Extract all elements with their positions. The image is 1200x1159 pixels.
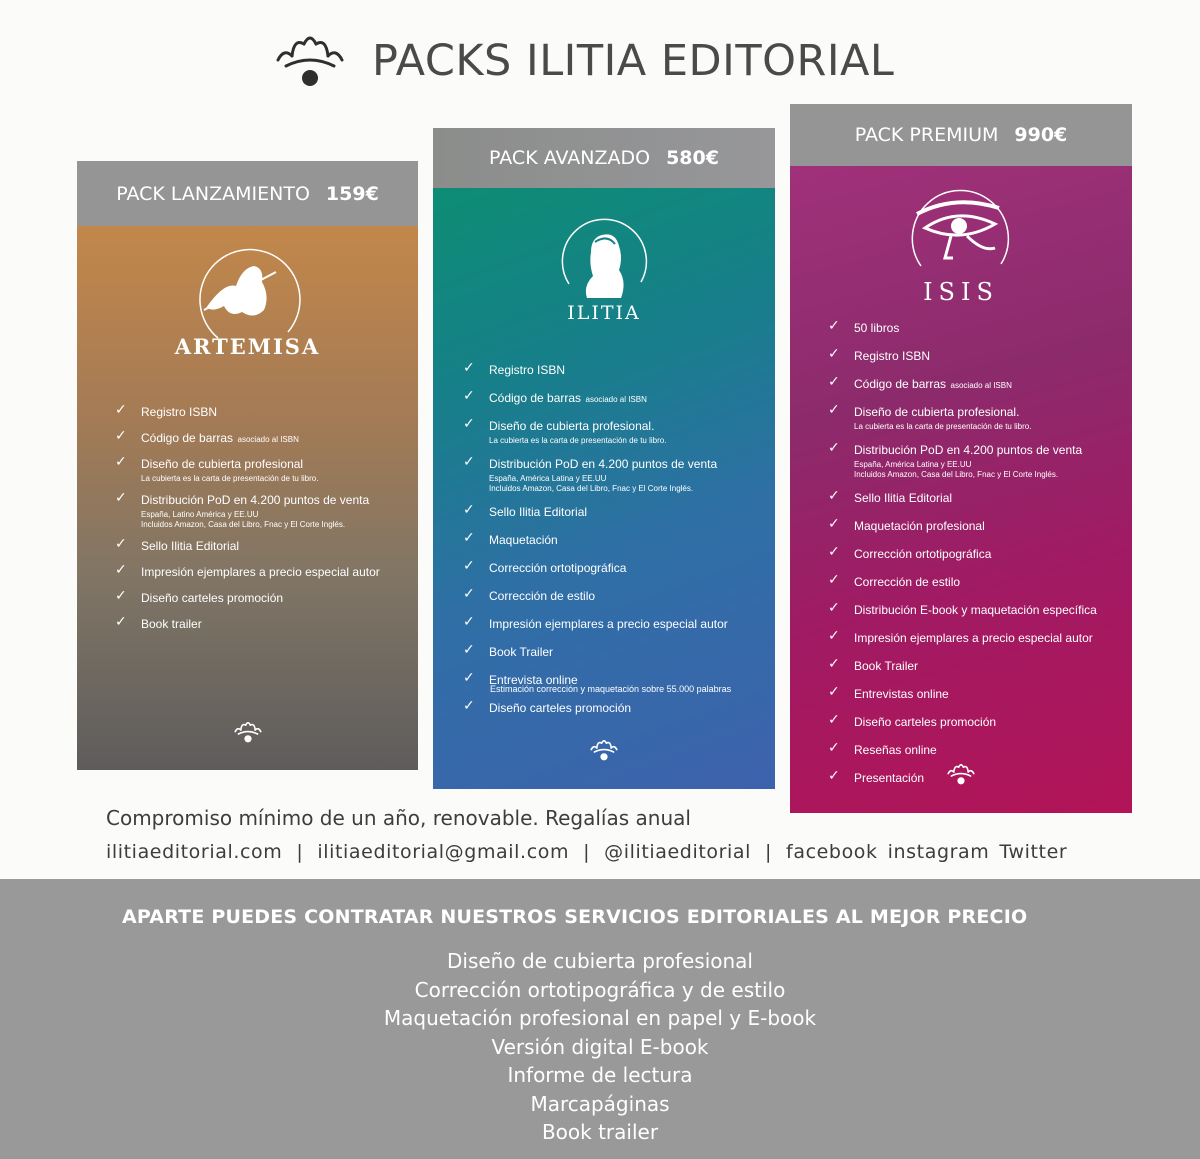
feature-detail: La cubierta es la carta de presentación de tu libro. [854, 422, 1032, 431]
pack-body [77, 226, 418, 770]
shell-pearl-icon [587, 736, 621, 764]
checkmark-icon: ✓ [463, 697, 475, 713]
feature-item [463, 454, 763, 494]
feature-text: Distribución PoD en 4.200 puntos de venta [141, 493, 370, 507]
feature-item [115, 588, 410, 608]
service-item: Informe de lectura [507, 1063, 693, 1087]
feature-text: Registro ISBN [141, 405, 218, 419]
feature-text: Registro ISBN [854, 349, 931, 363]
service-item: Diseño de cubierta profesional [447, 949, 753, 973]
separator: | [765, 841, 773, 863]
checkmark-icon: ✓ [828, 345, 840, 361]
checkmark-icon: ✓ [828, 627, 840, 643]
pack-avanzado-card [433, 128, 775, 789]
shell-pearl-icon [944, 760, 978, 788]
twitter-link[interactable]: Twitter [999, 841, 1068, 863]
service-item: Versión digital E-book [491, 1034, 709, 1059]
feature-item [828, 318, 1123, 338]
feature-item [115, 536, 410, 556]
feature-item [463, 698, 763, 718]
feature-text: Entrevistas online [854, 687, 949, 701]
feature-item [463, 586, 763, 606]
feature-item [828, 600, 1123, 620]
feature-item [828, 656, 1123, 676]
feature-text: Diseño carteles promoción [854, 715, 997, 729]
feature-text: Sello Ilitia Editorial [141, 539, 240, 553]
checkmark-icon: ✓ [463, 585, 475, 601]
checkmark-icon: ✓ [115, 489, 127, 505]
feature-detail: La cubierta es la carta de presentación de tu libro. [141, 474, 319, 483]
feature-text: Corrección ortotipográfica [854, 547, 992, 561]
feature-item [828, 740, 1123, 760]
pack-name: PACK PREMIUM [854, 124, 999, 146]
feature-item [115, 454, 410, 484]
checkmark-icon: ✓ [828, 543, 840, 559]
feature-item [828, 346, 1123, 366]
pack-header [433, 128, 775, 188]
feature-text: Corrección ortotipográfica [489, 561, 627, 575]
feature-text: Impresión ejemplares a precio especial autor [854, 631, 1093, 645]
feature-text: Impresión ejemplares a precio especial autor [141, 565, 380, 579]
feature-item [828, 684, 1123, 704]
feature-item [463, 502, 763, 522]
checkmark-icon: ✓ [463, 613, 475, 629]
feature-item [828, 488, 1123, 508]
checkmark-icon: ✓ [115, 535, 127, 551]
feature-list [463, 360, 763, 726]
feature-item [115, 562, 410, 582]
commitment-text: Compromiso mínimo de un año, renovable. Regalías anual [106, 806, 691, 830]
feature-item [828, 712, 1123, 732]
feature-item [463, 360, 763, 380]
feature-list [115, 402, 410, 640]
pack-premium-card [790, 104, 1132, 813]
feature-text: Maquetación profesional [854, 519, 985, 533]
separator: | [296, 841, 304, 863]
checkmark-icon: ✓ [463, 669, 475, 685]
feature-text: Book Trailer [489, 645, 554, 659]
pack-price: 990€ [1014, 124, 1068, 146]
feature-detail: Incluidos Amazon, Casa del Libro, Fnac y El Corte Inglés. [854, 470, 1059, 479]
checkmark-icon: ✓ [828, 711, 840, 727]
checkmark-icon: ✓ [463, 359, 475, 375]
feature-text: Registro ISBN [489, 363, 566, 377]
service-item: Book trailer [541, 1120, 659, 1144]
feature-item [828, 628, 1123, 648]
feature-text: Book Trailer [854, 659, 919, 673]
feature-text: Código de barras [854, 377, 947, 391]
pack-price: 580€ [666, 147, 719, 169]
checkmark-icon: ✓ [828, 317, 840, 333]
checkmark-icon: ✓ [463, 501, 475, 517]
facebook-link[interactable]: facebook [786, 841, 878, 863]
feature-item [463, 614, 763, 634]
instagram-link[interactable]: instagram [887, 841, 990, 863]
checkmark-icon: ✓ [828, 401, 840, 417]
feature-text: Distribución E-book y maquetación específica [854, 603, 1097, 617]
feature-text: Distribución PoD en 4.200 puntos de venta [489, 457, 718, 471]
feature-note: asociado al ISBN [585, 395, 647, 404]
emblem-label: ISIS [923, 278, 999, 306]
feature-item [115, 490, 410, 530]
service-item: Corrección ortotipográfica y de estilo [414, 977, 786, 1002]
feature-note: asociado al ISBN [237, 435, 299, 444]
checkmark-icon: ✓ [463, 387, 475, 403]
service-item: Maquetación profesional en papel y E-book [383, 1006, 817, 1030]
feature-text: Sello Ilitia Editorial [854, 491, 953, 505]
pack-header [77, 161, 418, 226]
feature-item [463, 642, 763, 662]
checkmark-icon: ✓ [115, 401, 127, 417]
feature-text: Diseño de cubierta profesional [141, 457, 304, 471]
page-title: PACKS ILITIA EDITORIAL [372, 36, 895, 86]
shell-pearl-icon [231, 718, 265, 746]
feature-text: Distribución PoD en 4.200 puntos de venta [854, 443, 1083, 457]
feature-text: 50 libros [854, 321, 900, 335]
checkmark-icon: ✓ [463, 557, 475, 573]
extra-services-section [0, 879, 1200, 1159]
page-header [270, 22, 900, 100]
eye-of-horus-icon [891, 188, 1031, 278]
feature-item [828, 402, 1123, 432]
feature-item [463, 558, 763, 578]
shell-pearl-icon [270, 26, 350, 96]
checkmark-icon: ✓ [463, 529, 475, 545]
feature-detail: Incluidos Amazon, Casa del Libro, Fnac y El Corte Inglés. [489, 484, 694, 493]
checkmark-icon: ✓ [828, 683, 840, 699]
feature-item [115, 428, 410, 448]
feature-text: Código de barras [489, 391, 582, 405]
feature-detail: España, América Latina y EE.UU [854, 460, 972, 469]
checkmark-icon: ✓ [828, 515, 840, 531]
feature-text: Corrección de estilo [489, 589, 596, 603]
separator: | [583, 841, 591, 863]
social-handle[interactable]: @ilitiaeditorial [604, 841, 752, 863]
checkmark-icon: ✓ [828, 739, 840, 755]
extras-heading: APARTE PUEDES CONTRATAR NUESTROS SERVICIOS EDITORIALES AL MEJOR PRECIO [122, 906, 1028, 928]
pack-lanzamiento-card [77, 161, 418, 770]
checkmark-icon: ✓ [828, 487, 840, 503]
pack-body [790, 166, 1132, 813]
feature-item [115, 614, 410, 634]
feature-text: Diseño carteles promoción [489, 701, 632, 715]
feature-item [463, 416, 763, 446]
checkmark-icon: ✓ [115, 453, 127, 469]
checkmark-icon: ✓ [828, 767, 840, 783]
feature-item [828, 440, 1123, 480]
pack-body [433, 188, 775, 789]
checkmark-icon: ✓ [463, 453, 475, 469]
services-list [0, 947, 1200, 1147]
feature-text: Diseño de cubierta profesional. [489, 419, 655, 433]
feature-item [828, 572, 1123, 592]
feature-note: asociado al ISBN [950, 381, 1012, 390]
feature-text: Maquetación [489, 533, 558, 547]
feature-text: Sello Ilitia Editorial [489, 505, 588, 519]
feature-item [828, 374, 1123, 394]
feature-detail: España, Latino América y EE.UU [141, 510, 259, 519]
feature-item [115, 402, 410, 422]
checkmark-icon: ✓ [115, 561, 127, 577]
checkmark-icon: ✓ [463, 641, 475, 657]
pack-price: 159€ [325, 182, 379, 205]
feature-detail: España, América Latina y EE.UU [489, 474, 607, 483]
feature-detail: La cubierta es la carta de presentación de tu libro. [489, 436, 667, 445]
feature-text: Código de barras [141, 431, 234, 445]
pack-name: PACK LANZAMIENTO [116, 182, 310, 205]
checkmark-icon: ✓ [828, 599, 840, 615]
pack-name: PACK AVANZADO [489, 147, 651, 169]
checkmark-icon: ✓ [828, 571, 840, 587]
emblem-label: ILITIA [567, 302, 641, 324]
feature-text: Book trailer [141, 617, 202, 631]
feature-text: Presentación [854, 771, 925, 785]
service-item: Marcapáginas [530, 1091, 670, 1116]
checkmark-icon: ✓ [115, 613, 127, 629]
feature-item [463, 388, 763, 408]
feature-item [463, 530, 763, 550]
checkmark-icon: ✓ [828, 655, 840, 671]
estimate-note: Estimación corrección y maquetación sobre 55.000 palabras [490, 684, 732, 694]
pack-header [790, 104, 1132, 166]
feature-item [828, 544, 1123, 564]
website-link[interactable]: ilitiaeditorial.com [106, 841, 283, 863]
checkmark-icon: ✓ [463, 415, 475, 431]
checkmark-icon: ✓ [115, 587, 127, 603]
contact-line [106, 841, 1067, 863]
feature-text: Reseñas online [854, 743, 937, 757]
checkmark-icon: ✓ [828, 373, 840, 389]
feature-text: Impresión ejemplares a precio especial autor [489, 617, 728, 631]
feature-list [828, 318, 1123, 796]
feature-text: Diseño de cubierta profesional. [854, 405, 1020, 419]
checkmark-icon: ✓ [115, 427, 127, 443]
feature-text: Diseño carteles promoción [141, 591, 284, 605]
feature-detail: Incluidos Amazon, Casa del Libro, Fnac y El Corte Inglés. [141, 520, 346, 529]
feature-text: Corrección de estilo [854, 575, 961, 589]
feature-item [828, 516, 1123, 536]
feature-text: Entrevista online [489, 673, 578, 687]
checkmark-icon: ✓ [828, 439, 840, 455]
emblem-label: ARTEMISA [174, 334, 321, 359]
email-link[interactable]: ilitiaeditorial@gmail.com [317, 841, 570, 863]
